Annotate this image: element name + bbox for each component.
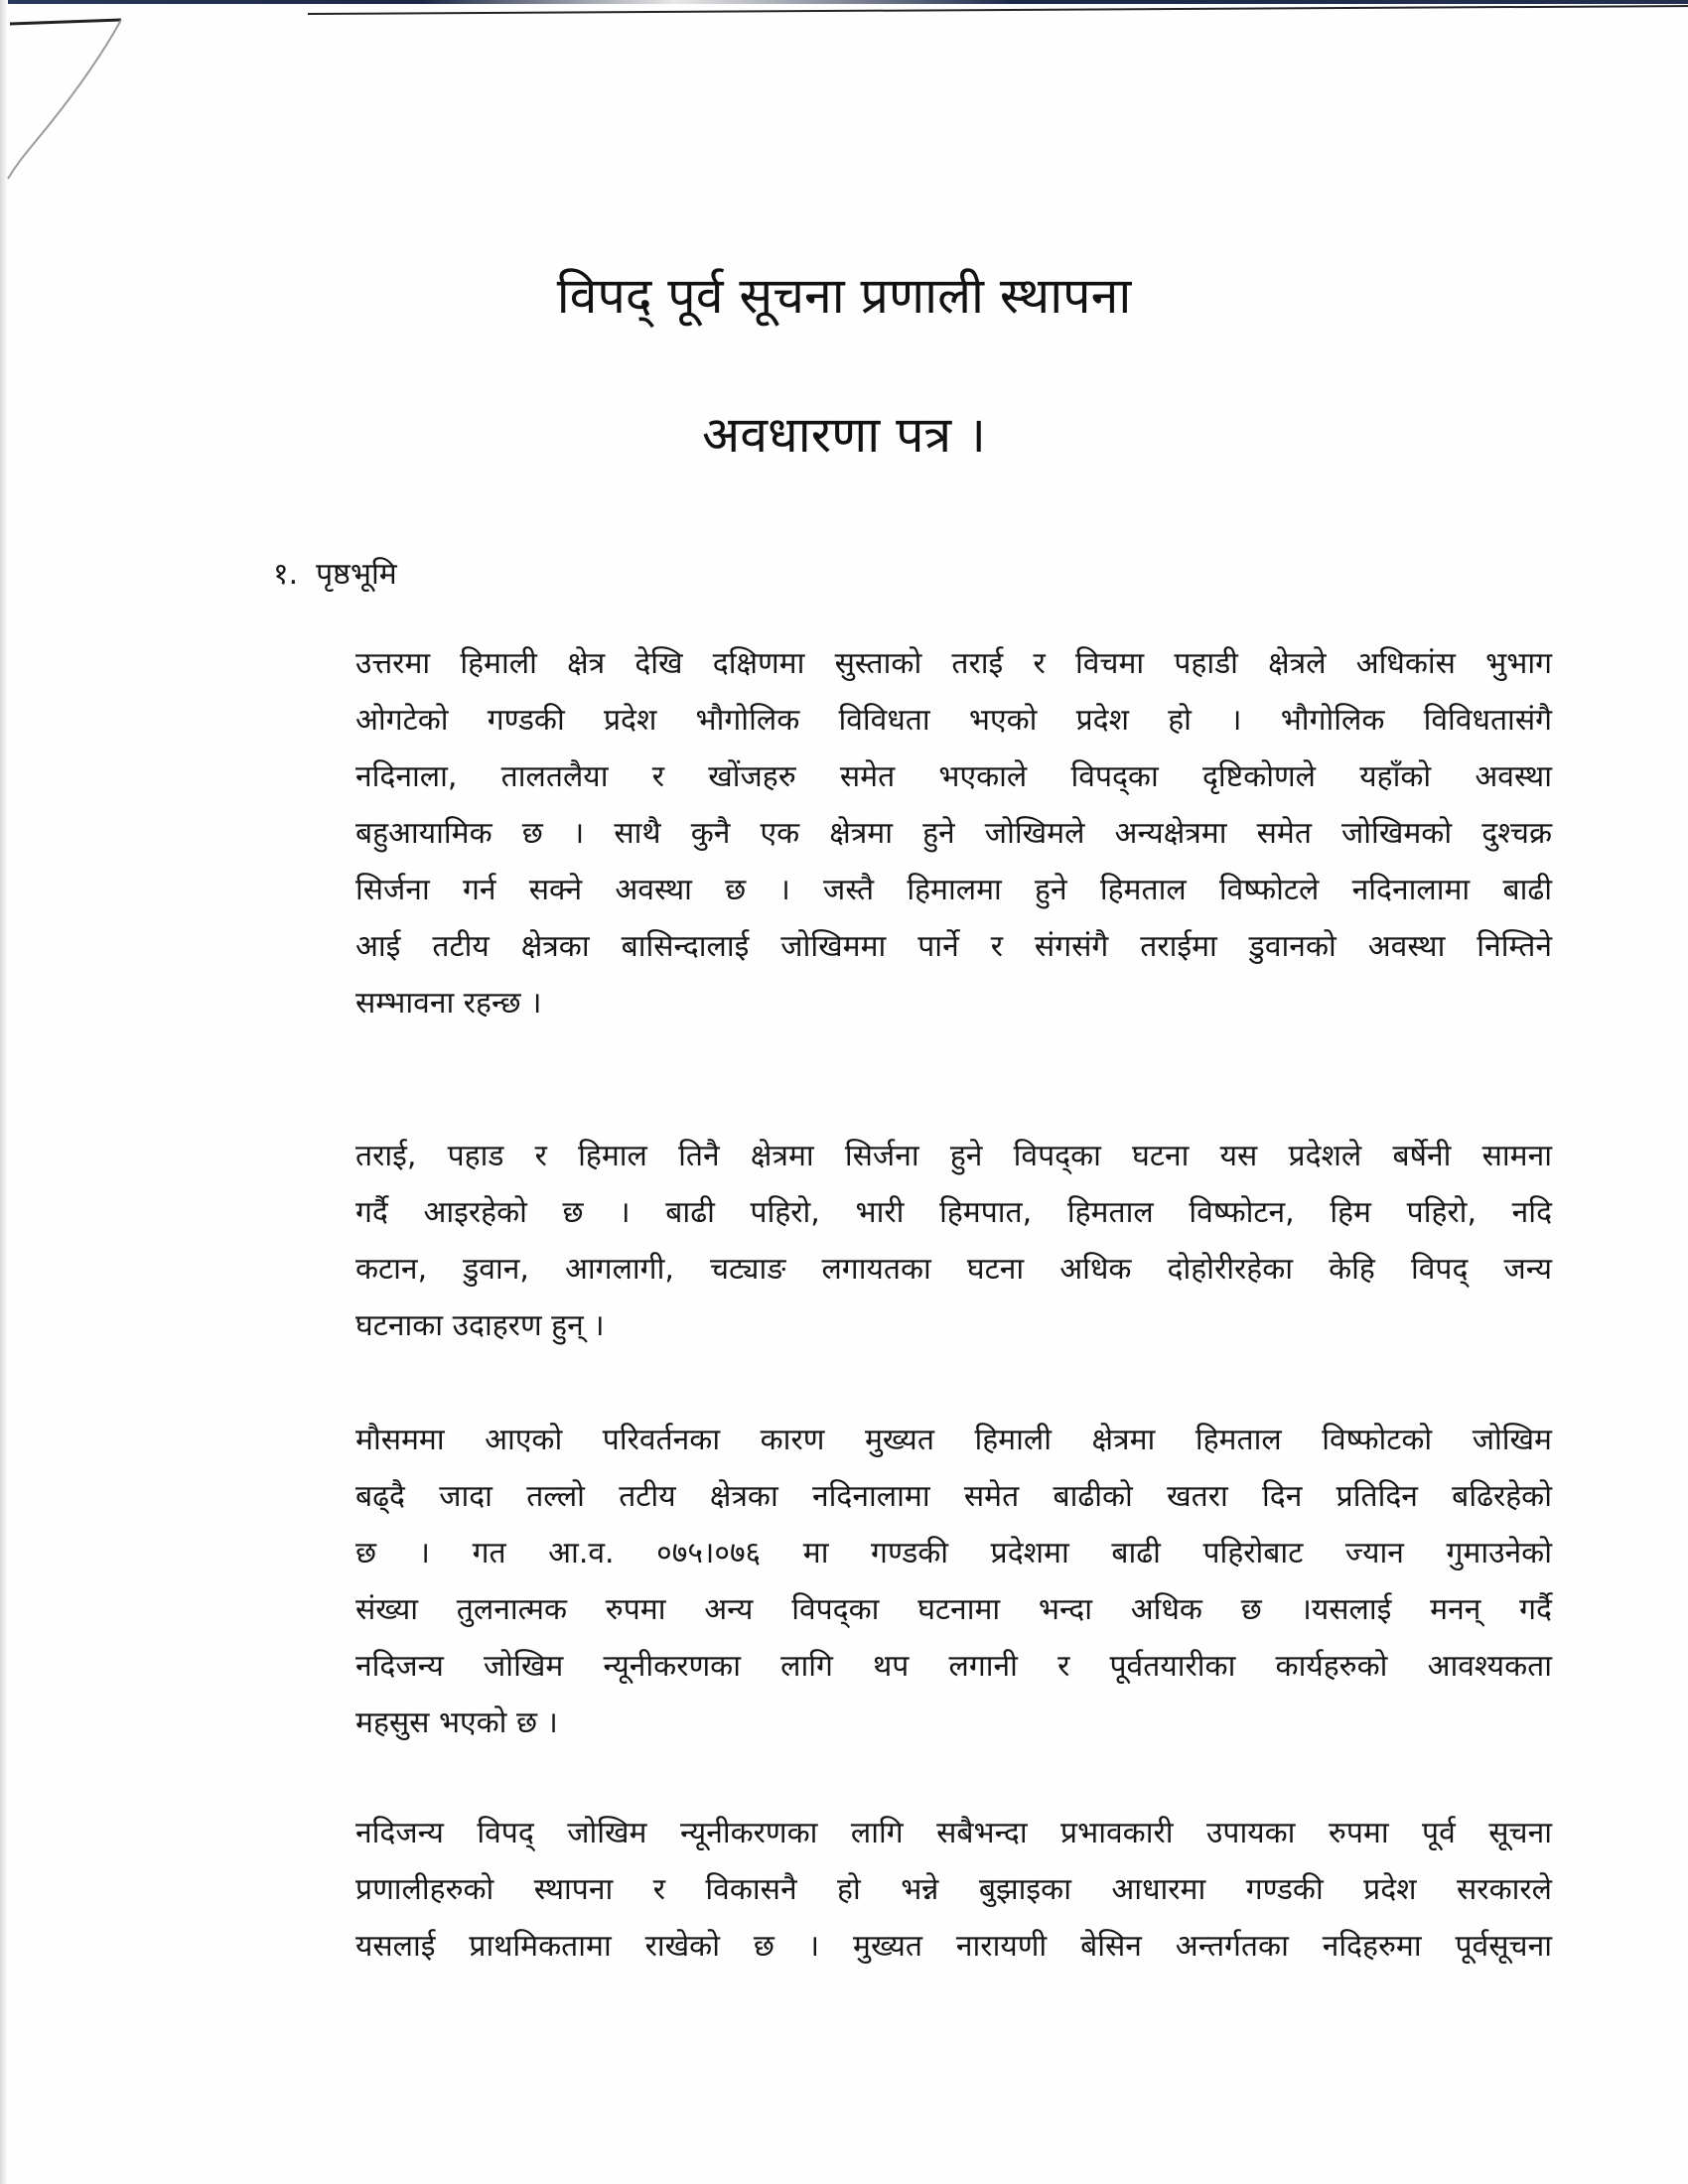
document-subtitle: अवधारणा पत्र । bbox=[702, 405, 986, 464]
text-line: मौसममा आएको परिवर्तनका कारण मुख्यत हिमाली क्षेत्रमा हिमताल विष्फोटको जोखिम bbox=[355, 1423, 1552, 1457]
scan-edge-left bbox=[0, 0, 8, 2184]
text-line: संख्या तुलनात्मक रुपमा अन्य विपद्का घटनामा भन्दा अधिक छ ।यसलाई मनन् गर्दै bbox=[355, 1592, 1552, 1627]
text-line: गर्दै आइरहेको छ । बाढी पहिरो, भारी हिमपात, हिमताल विष्फोटन, हिम पहिरो, नदि bbox=[355, 1195, 1552, 1230]
text-line: प्रणालीहरुको स्थापना र विकासनै हो भन्ने बुझाइका आधारमा गण्डकी प्रदेश सरकारले bbox=[355, 1872, 1552, 1907]
text-line: कटान, डुवान, आगलागी, चट्याङ लगायतका घटना अधिक दोहोरीरहेका केहि विपद् जन्य bbox=[355, 1252, 1552, 1287]
text-line: नदिजन्य जोखिम न्यूनीकरणका लागि थप लगानी र पूर्वतयारीका कार्यहरुको आवश्यकता bbox=[355, 1649, 1552, 1684]
text-line: ओगटेको गण्डकी प्रदेश भौगोलिक विविधता भएको प्रदेश हो । भौगोलिक विविधतासंगै bbox=[355, 703, 1552, 738]
text-line: उत्तरमा हिमाली क्षेत्र देखि दक्षिणमा सुस्ताको तराई र विचमा पहाडी क्षेत्रले अधिकांस भुभाग bbox=[355, 646, 1552, 681]
fold-crease-graphic bbox=[10, 20, 209, 199]
scan-edge-top bbox=[0, 0, 1688, 4]
text-line: आई तटीय क्षेत्रका बासिन्दालाई जोखिममा पार्ने र संगसंगै तराईमा डुवानको अवस्था निम्तिने bbox=[355, 929, 1552, 964]
text-line: तराई, पहाड र हिमाल तिनै क्षेत्रमा सिर्जना हुने विपद्का घटना यस प्रदेशले बर्षेनी सामना bbox=[355, 1139, 1552, 1173]
text-line: नदिजन्य विपद् जोखिम न्यूनीकरणका लागि सबैभन्दा प्रभावकारी उपायका रुपमा पूर्व सूचना bbox=[355, 1816, 1552, 1850]
text-line: बहुआयामिक छ । साथै कुनै एक क्षेत्रमा हुने जोखिमले अन्यक्षेत्रमा समेत जोखिमको दुश्चक्र bbox=[355, 816, 1552, 851]
text-line: सम्भावना रहन्छ । bbox=[355, 986, 542, 1021]
text-line: घटनाका उदाहरण हुन् । bbox=[355, 1308, 605, 1343]
text-line: छ । गत आ.व. ०७५।०७६ मा गण्डकी प्रदेशमा बाढी पहिरोबाट ज्यान गुमाउनेको bbox=[355, 1536, 1552, 1570]
paragraph bbox=[355, 1412, 1552, 1751]
document-title: विपद् पूर्व सूचना प्रणाली स्थापना bbox=[556, 266, 1132, 325]
text-line: सिर्जना गर्न सक्ने अवस्था छ । जस्तै हिमालमा हुने हिमताल विष्फोटले नदिनालामा बाढी bbox=[355, 873, 1552, 907]
paper-fold-line bbox=[10, 20, 11, 21]
section-title: पृष्ठभूमि bbox=[316, 557, 397, 592]
text-line: नदिनाला, तालतलैया र खोंजहरु समेत भएकाले विपद्का दृष्टिकोणले यहाँको अवस्था bbox=[355, 759, 1552, 794]
paragraph bbox=[355, 1805, 1552, 1975]
section-number: १. bbox=[273, 557, 299, 592]
text-line: यसलाई प्राथमिकतामा राखेको छ । मुख्यत नारायणी बेसिन अन्तर्गतका नदिहरुमा पूर्वसूचना bbox=[355, 1929, 1552, 1964]
section-heading bbox=[273, 552, 397, 593]
text-line: बढ्दै जादा तल्लो तटीय क्षेत्रका नदिनालामा समेत बाढीको खतरा दिन प्रतिदिन बढिरहेको bbox=[355, 1479, 1552, 1514]
text-line: महसुस भएको छ । bbox=[355, 1706, 558, 1740]
paragraph bbox=[355, 635, 1552, 1031]
paragraph bbox=[355, 1128, 1552, 1354]
